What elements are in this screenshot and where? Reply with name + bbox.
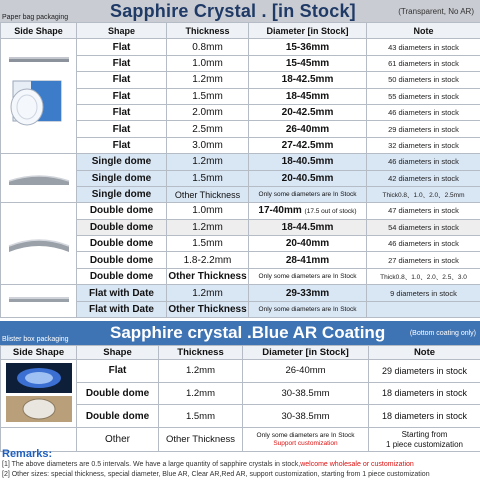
section-title: Sapphire Crystal . [in Stock] [110, 1, 356, 21]
col-side-shape: Side Shape [1, 23, 77, 39]
table-row: Flat 2.5mm 26-40mm 29 diameters in stock [1, 121, 480, 137]
double-dome-icon [3, 208, 75, 278]
table-row: Single dome 1.5mm 20-40.5mm 42 diameters in stock [1, 170, 480, 186]
col-side-shape: Side Shape [1, 346, 77, 360]
table-row: Double dome 1.0mm 17-40mm (17.5 out of stock) 47 diameters in stock [1, 203, 480, 219]
single-dome-icon [3, 157, 75, 197]
col-shape: Shape [77, 23, 167, 39]
table-row: Flat with Date 1.2mm 29-33mm 9 diameters in stock [1, 285, 480, 302]
table-row: Flat 1.5mm 18-45mm 55 diameters in stock [1, 88, 480, 104]
flat-date-image [1, 285, 77, 318]
table-row: Double dome 1.8-2.2mm 28-41mm 27 diameters in stock [1, 252, 480, 268]
table-row: Double dome Other Thickness Only some diameters are In Stock Thick0.8、1.0、2.0、2.5、3.0 [1, 268, 480, 284]
table-row: Single dome 1.2mm 18-40.5mm 46 diameters in stock [1, 154, 480, 170]
highlight-note: 54 diameters in stock [367, 219, 480, 235]
flat-crystal-image [1, 39, 77, 154]
table-header [1, 23, 480, 39]
blue-ar-crystal-icon [3, 360, 75, 424]
table-row: Single dome Other Thickness Only some diameters are In Stock Thick0.8、1.0、2.0、2.5mm [1, 186, 480, 202]
remark-1: [1] The above diameters are 0.5 intervals. We have a large quantity of sapphire crystals in stock,welcome wholesale or customization [2, 461, 414, 468]
col-thickness: Thickness [159, 346, 243, 360]
single-dome-image [1, 154, 77, 203]
section-title: Sapphire crystal .Blue AR Coating [110, 323, 386, 342]
table-row: Flat 1.2mm 18-42.5mm 50 diameters in stock [1, 72, 480, 88]
table-row: Flat 1.2mm 26-40mm 29 diameters in stock [1, 360, 480, 383]
section-note: (Transparent, No AR) [398, 7, 474, 16]
blue-ar-table [0, 345, 480, 452]
table-row: Flat with Date Other Thickness Only some diameters are In Stock [1, 301, 480, 318]
title-banner-blue-ar [0, 321, 480, 345]
packaging-tag: Blister box packaging [2, 336, 69, 343]
remarks [2, 448, 478, 480]
col-diameter: Diameter [in Stock] [249, 23, 367, 39]
remark-2: [2] Other sizes: special thickness, special diameter, Blue AR, Clear AR,Red AR, support customization, starting from 1 piece customization [2, 471, 430, 478]
table-header [1, 346, 480, 360]
table-row: Double dome 1.2mm 18-44.5mm 54 diameters in stock [1, 219, 480, 235]
table-row: Other Other Thickness Only some diameters are In Stock Support customization Starting from 1 piece customization [1, 428, 480, 452]
col-thickness: Thickness [167, 23, 249, 39]
double-dome-image [1, 203, 77, 285]
table-row: Flat 3.0mm 27-42.5mm 32 diameters in stock [1, 137, 480, 153]
col-note: Note [369, 346, 480, 360]
col-shape: Shape [77, 346, 159, 360]
table-row: Double dome 1.2mm 30-38.5mm 18 diameters in stock [1, 382, 480, 405]
col-note: Note [367, 23, 480, 39]
packaging-tag: Paper bag packaging [2, 14, 69, 21]
flat-crystal-icon [3, 45, 75, 145]
blue-ar-crystal-image [1, 360, 77, 428]
table-row: Double dome 1.5mm 30-38.5mm 18 diameters in stock [1, 405, 480, 428]
table-row: Flat 0.8mm 15-36mm 43 diameters in stock [1, 39, 480, 55]
table-row: Double dome 1.5mm 20-40mm 46 diameters in stock [1, 236, 480, 252]
table-row: Flat 1.0mm 15-45mm 61 diameters in stock [1, 55, 480, 71]
col-diameter: Diameter [in Stock] [243, 346, 369, 360]
title-banner-instock [0, 0, 480, 22]
remarks-title: Remarks: [2, 448, 53, 460]
instock-table [0, 22, 480, 318]
section-note: (Bottom coating only) [409, 330, 476, 337]
table-row: Flat 2.0mm 20-42.5mm 46 diameters in stock [1, 104, 480, 120]
flat-date-icon [3, 285, 75, 315]
